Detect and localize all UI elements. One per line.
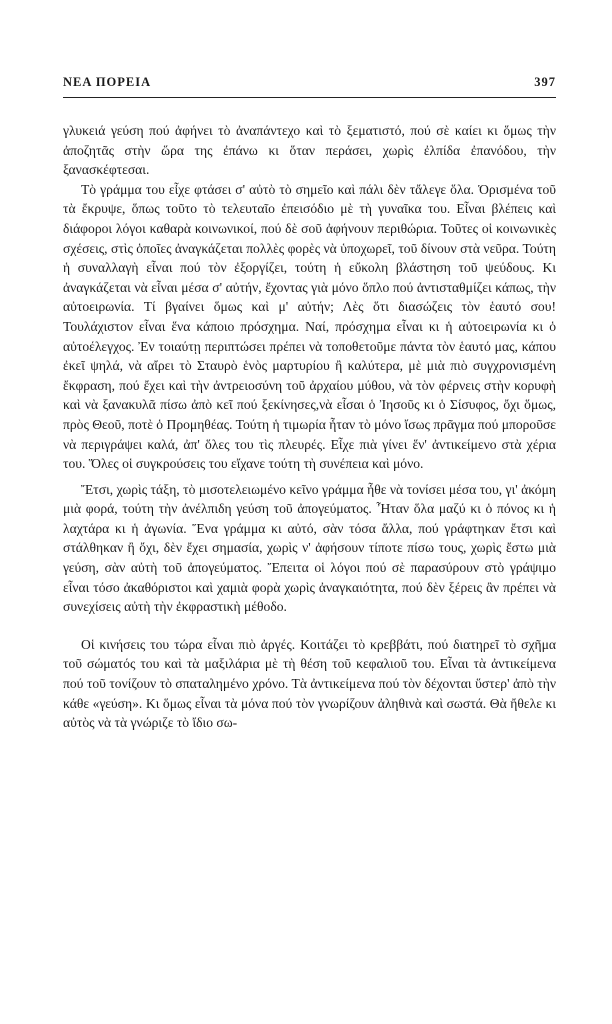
paragraph: Οἱ κινήσεις του τώρα εἶναι πιὸ ἀργές. Κοιτάζει τὸ κρεββάτι, πού διατηρεῖ τὸ σχῆμα τοῦ σώματός του καὶ τὰ μαξιλάρια μὲ τὴ θέση τοῦ κεφαλιοῦ του. Εἶναι τὰ ἀντικείμενα πού τοῦ τονίζουν τὸ σπαταλημένο χρόνο. Τὰ ἀντικείμενα πού τὸν δέχονται ὕστερ' ἀπὸ τὴν κάθε «γεύση». Κι ὅμως εἶναι τὰ μόνα πού τὸν γνωρίζουν ἀληθινὰ καὶ σωστά. Θὰ ἤθελε κι αὐτὸς νὰ τὰ γνώριζε τὸ ἴδιο σω- bbox=[63, 636, 556, 731]
paragraph: Ἔτσι, χωρὶς τάξη, τὸ μισοτελειωμένο κεῖνο γράμμα ἦθε νὰ τονίσει μέσα του, γι' ἀκόμη μιὰ φορά, τούτη τὴν ἀνέλπιδη γεύση τοῦ ἀπογεύματος. Ἦταν ὅλα μαζύ κι ὁ πόνος κι ἡ λαχτάρα κι ἡ ἀγωνία. Ἕνα γράμμα κι αὐτό, σὰν τόσα ἄλλα, πού γράφτηκαν ἔτσι καὶ στάλθηκαν ἢ ὄχι, δὲν ἔχει σημασία, χωρὶς ν' ἀφήσουν τίποτε πίσω τους, χωρὶς ἔστω μιὰ γεύση, σὰν αὐτὴ τοῦ ἀπογεύματος. Ἔπειτα οἱ λόγοι πού σὲ παρασύρουν στὸ γράψιμο εἶναι τόσο ἀκαθόριστοι καὶ χαμιὰ φορὰ χωρὶς ἀναγκαιότητα, πού δὲν ξέρεις ἂν πρέπει νὰ συνεχίσεις αὐτὴ τὴν ἐκφραστικὴ μέθοδο. bbox=[63, 481, 556, 615]
running-header bbox=[63, 75, 556, 91]
header-rule bbox=[63, 97, 556, 98]
page-number: 397 bbox=[534, 75, 556, 89]
article-body bbox=[63, 121, 556, 733]
journal-title: ΝΕΑ ΠΟΡΕΙΑ bbox=[63, 75, 152, 89]
paragraph-continuation: γλυκειά γεύση πού ἀφήνει τὸ ἀναπάντεχο καὶ τὸ ξεματιστό, πού σὲ καίει κι ὅμως τὴν ἀποζητᾶς στὴν ὥρα της ἐπάνω κι ὅταν περάσει, χωρὶς ἐλπίδα ἐπανόδου, τὴν ξανασκέφτεσαι. bbox=[63, 123, 556, 178]
paragraph: Τὸ γράμμα του εἶχε φτάσει σ' αὐτὸ τὸ σημεῖο καὶ πάλι δὲν τἄλεγε ὅλα. Ὁρισμένα τοῦ τὰ ἔκρυψε, ὅπως τοῦτο τὸ τελευταῖο ἐπεισόδιο μὲ τὴ γυναῖκα του. Εἶναι βλέπεις καὶ διάφοροι λόγοι καθαρὰ κοινωνικοί, πού δὲ σοῦ ἀφήνουν περιθώρια. Τοῦτες οἱ κοινωνικὲς σχέσεις, στὶς ὁποῖες ἀναγκάζεται πολλὲς φορὲς νὰ ὑποχωρεῖ, τοῦ δίνουν στὰ νεῦρα. Τούτη ἡ συναλλαγὴ εἶναι πού τὸν ἐξοργίζει, τούτη ἡ εὔκολη βλάστηση τοῦ ψεύδους. Κι ἀναγκάζεται νὰ εἶναι μέσα σ' αὐτήν, ἔχοντας γιὰ μόνο ὅπλο πού ἀντισταθμίζει κάπως, τὴν αὐτοειρωνία. Τί βγαίνει ὅμως καὶ μ' αὐτήν; Λὲς ὅτι διασώζεις τὸν ἑαυτό σου! Τουλάχιστον εἶναι ἕνα κάποιο πρόσχημα. Ναί, πρόσχημα εἶναι κι ἡ αὐτοειρωνία κι ὁ αὐτοέλεγχος. Ἐν τοιαύτῃ περιπτώσει πρέπει νὰ τοποθετοῦμε πάντα τὸν ἑαυτό μας, κάπου ἐκεῖ ψηλά, νὰ αἴρει τὸ Σταυρὸ ἑνὸς μαρτυρίου ἢ καλύτερα, μὲ μιὰ πιὸ συγχρονισμένη ἔκφραση, πού ἔχει καὶ τὴν ἀντρειοσύνη τοῦ ἀρχαίου μύθου, νὰ τὸν φέρνεις στὴν κορυφὴ καὶ νὰ ξανακυλᾶ πίσω ἀπὸ κεῖ πού ξεκίνησες,νὰ εἶσαι ὁ Ἰησοῦς κι ὁ Σίσυφος, ὄχι ὅμως, πρὸς Θεοῦ, ποτὲ ὁ Προμηθέας. Τούτη ἡ τιμωρία ἦταν τὸ μόνο ἴσως πρᾶγμα πού μποροῦσε νὰ περιγράψει καλά, ἀπ' ὅλες του τὶς πλευρές. Εἶχε πιὰ γίνει ἕν' ἀντικείμενο στὰ χέρια του. Ὅλες οἱ συγκρούσεις του εἴχανε τούτη τὴ συνέπεια καὶ μόνο. bbox=[63, 181, 556, 472]
